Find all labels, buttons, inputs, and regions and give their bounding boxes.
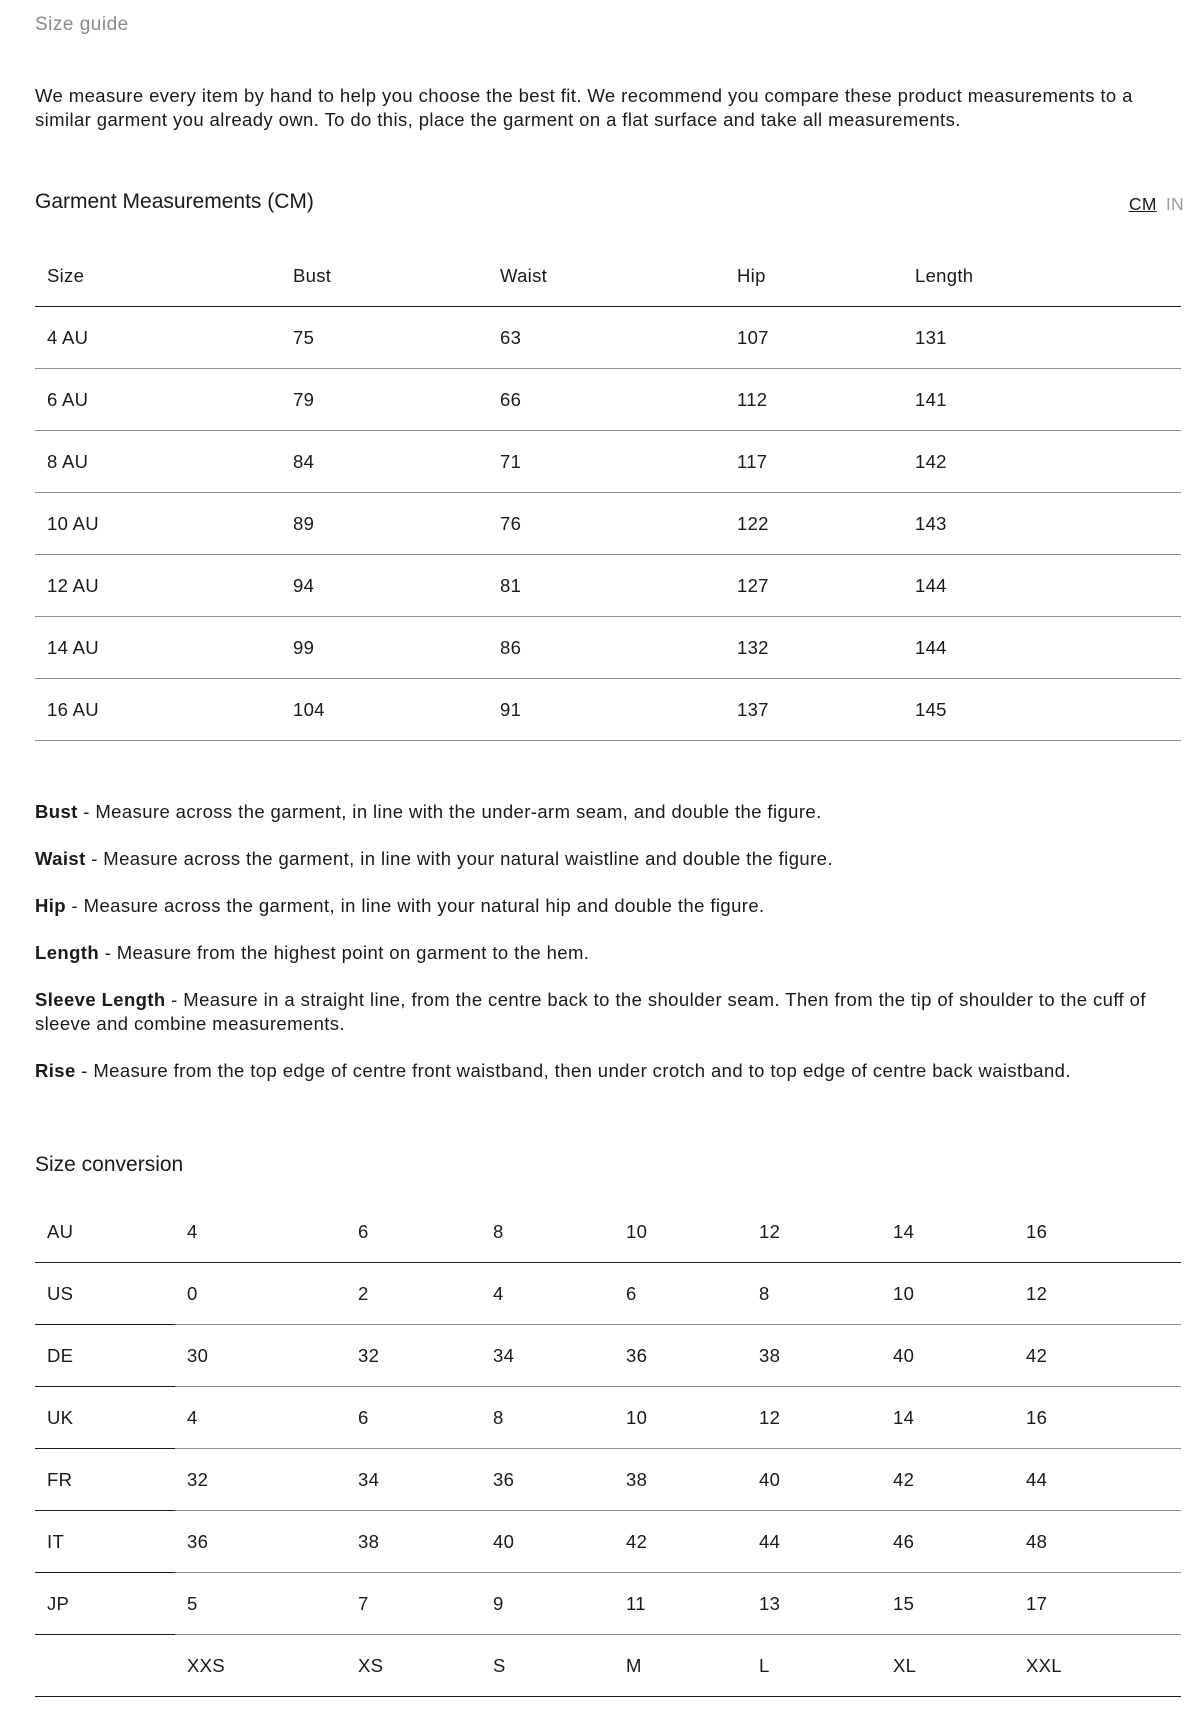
table-cell: 7 [346, 1573, 481, 1635]
table-row [35, 431, 1181, 493]
table-cell: 38 [614, 1449, 747, 1511]
table-cell: 2 [346, 1263, 481, 1325]
definition-term: Rise [35, 1060, 76, 1081]
table-cell: 5 [175, 1573, 346, 1635]
region-label [35, 1635, 175, 1697]
table-cell: 144 [903, 555, 1181, 617]
table-cell: 137 [725, 679, 903, 741]
definition-item [35, 1059, 1185, 1083]
table-cell: 14 [881, 1387, 1014, 1449]
table-row [35, 679, 1181, 741]
table-cell: 32 [175, 1449, 346, 1511]
column-header: Size [35, 245, 281, 307]
table-cell: 122 [725, 493, 903, 555]
table-cell: 30 [175, 1325, 346, 1387]
table-cell: 112 [725, 369, 903, 431]
table-row [35, 1325, 1181, 1387]
definition-item [35, 894, 1185, 918]
table-row [35, 1263, 1181, 1325]
column-header: Waist [488, 245, 725, 307]
table-cell: 4 AU [35, 307, 281, 369]
table-cell: 131 [903, 307, 1181, 369]
definition-text: - Measure across the garment, in line with the under-arm seam, and double the figure. [77, 801, 822, 822]
table-cell: 6 [346, 1387, 481, 1449]
table-cell: 10 [881, 1263, 1014, 1325]
table-cell: 142 [903, 431, 1181, 493]
table-cell: S [481, 1635, 614, 1697]
garment-table-header [35, 245, 1181, 307]
table-cell: 11 [614, 1573, 747, 1635]
column-header: 16 [1014, 1201, 1181, 1263]
table-cell: 8 [481, 1387, 614, 1449]
table-cell: 12 [1014, 1263, 1181, 1325]
table-cell: 132 [725, 617, 903, 679]
table-cell: 145 [903, 679, 1181, 741]
table-cell: 8 [747, 1263, 881, 1325]
table-cell: 16 AU [35, 679, 281, 741]
table-row [35, 1573, 1181, 1635]
table-cell: 34 [346, 1449, 481, 1511]
table-row [35, 1387, 1181, 1449]
measurement-definitions [35, 800, 1185, 1106]
table-cell: 117 [725, 431, 903, 493]
table-cell: 104 [281, 679, 488, 741]
table-cell: 10 [614, 1387, 747, 1449]
definition-text: - Measure from the top edge of centre front waistband, then under crotch and to top edge of centre back waistband. [75, 1060, 1071, 1081]
definition-item [35, 941, 1185, 965]
column-header: Length [903, 245, 1181, 307]
table-cell: 0 [175, 1263, 346, 1325]
size-conversion-title: Size conversion [35, 1153, 184, 1176]
definition-text: - Measure in a straight line, from the centre back to the shoulder seam. Then from the tip of shoulder to the cuff of sleeve and combine measurements. [35, 989, 1146, 1034]
table-cell: M [614, 1635, 747, 1697]
definition-text: - Measure from the highest point on garment to the hem. [99, 942, 590, 963]
garment-table-body [35, 307, 1181, 741]
table-cell: 107 [725, 307, 903, 369]
table-cell: 17 [1014, 1573, 1181, 1635]
region-label: JP [35, 1573, 175, 1635]
table-cell: XXL [1014, 1635, 1181, 1697]
table-cell: 6 [614, 1263, 747, 1325]
table-cell: 36 [481, 1449, 614, 1511]
table-cell: 99 [281, 617, 488, 679]
table-cell: 76 [488, 493, 725, 555]
table-cell: 75 [281, 307, 488, 369]
table-cell: 15 [881, 1573, 1014, 1635]
column-header: 4 [175, 1201, 346, 1263]
table-cell: 40 [481, 1511, 614, 1573]
table-cell: 143 [903, 493, 1181, 555]
table-cell: XS [346, 1635, 481, 1697]
table-cell: 81 [488, 555, 725, 617]
table-cell: 14 AU [35, 617, 281, 679]
definition-term: Hip [35, 895, 67, 916]
table-cell: 12 [747, 1387, 881, 1449]
table-row [35, 1635, 1181, 1697]
table-cell: 13 [747, 1573, 881, 1635]
table-row [35, 1449, 1181, 1511]
conversion-table-body [35, 1263, 1181, 1697]
column-header: Bust [281, 245, 488, 307]
table-cell: 42 [1014, 1325, 1181, 1387]
table-cell: 66 [488, 369, 725, 431]
table-cell: 40 [747, 1449, 881, 1511]
garment-measurements-table [35, 245, 1181, 741]
region-label: FR [35, 1449, 175, 1511]
table-cell: 127 [725, 555, 903, 617]
definition-text: - Measure across the garment, in line with your natural waistline and double the figure. [85, 848, 833, 869]
definition-item [35, 847, 1185, 871]
table-cell: 91 [488, 679, 725, 741]
intro-text [35, 84, 1185, 132]
table-cell: 141 [903, 369, 1181, 431]
unit-in-option[interactable]: IN [1165, 194, 1184, 214]
table-cell: 4 [481, 1263, 614, 1325]
table-cell: 40 [881, 1325, 1014, 1387]
table-cell: 48 [1014, 1511, 1181, 1573]
table-cell: 32 [346, 1325, 481, 1387]
table-cell: 38 [747, 1325, 881, 1387]
size-conversion-table [35, 1201, 1181, 1697]
conversion-table-header [35, 1201, 1181, 1263]
table-cell: 144 [903, 617, 1181, 679]
table-cell: 4 [175, 1387, 346, 1449]
table-cell: 84 [281, 431, 488, 493]
table-cell: 9 [481, 1573, 614, 1635]
table-cell: 38 [346, 1511, 481, 1573]
column-header: 6 [346, 1201, 481, 1263]
unit-toggle [1129, 194, 1184, 215]
region-label: UK [35, 1387, 175, 1449]
table-row [35, 369, 1181, 431]
definition-term: Waist [35, 848, 86, 869]
table-cell: XXS [175, 1635, 346, 1697]
column-header: 10 [614, 1201, 747, 1263]
definition-term: Sleeve Length [35, 989, 166, 1010]
table-cell: 44 [747, 1511, 881, 1573]
table-cell: 42 [881, 1449, 1014, 1511]
table-cell: 6 AU [35, 369, 281, 431]
column-header: 14 [881, 1201, 1014, 1263]
region-label: US [35, 1263, 175, 1325]
table-cell: 16 [1014, 1387, 1181, 1449]
table-cell: 8 AU [35, 431, 281, 493]
definition-item [35, 988, 1185, 1036]
definition-item [35, 800, 1185, 824]
table-cell: 10 AU [35, 493, 281, 555]
column-header: AU [35, 1201, 175, 1263]
region-label: IT [35, 1511, 175, 1573]
table-row [35, 493, 1181, 555]
garment-measurements-title: Garment Measurements (CM) [35, 190, 314, 213]
table-cell: 71 [488, 431, 725, 493]
definition-term: Bust [35, 801, 78, 822]
table-cell: XL [881, 1635, 1014, 1697]
table-row [35, 555, 1181, 617]
column-header: Hip [725, 245, 903, 307]
table-cell: 86 [488, 617, 725, 679]
table-cell: 42 [614, 1511, 747, 1573]
table-cell: 36 [175, 1511, 346, 1573]
table-cell: 36 [614, 1325, 747, 1387]
table-row [35, 617, 1181, 679]
table-cell: 89 [281, 493, 488, 555]
table-cell: 63 [488, 307, 725, 369]
intro-paragraph: We measure every item by hand to help you choose the best fit. We recommend you compare these product measurements to a similar garment you already own. To do this, place the garment on a flat surface and take all measurements. [35, 85, 1133, 130]
table-cell: 79 [281, 369, 488, 431]
unit-cm-option[interactable]: CM [1128, 194, 1157, 214]
region-label: DE [35, 1325, 175, 1387]
table-cell: L [747, 1635, 881, 1697]
table-cell: 44 [1014, 1449, 1181, 1511]
table-cell: 12 AU [35, 555, 281, 617]
table-cell: 46 [881, 1511, 1014, 1573]
column-header: 12 [747, 1201, 881, 1263]
definition-text: - Measure across the garment, in line with your natural hip and double the figure. [66, 895, 765, 916]
table-row [35, 307, 1181, 369]
table-cell: 34 [481, 1325, 614, 1387]
definition-term: Length [35, 942, 100, 963]
column-header: 8 [481, 1201, 614, 1263]
size-guide-label: Size guide [35, 14, 129, 35]
table-cell: 94 [281, 555, 488, 617]
table-row [35, 1511, 1181, 1573]
